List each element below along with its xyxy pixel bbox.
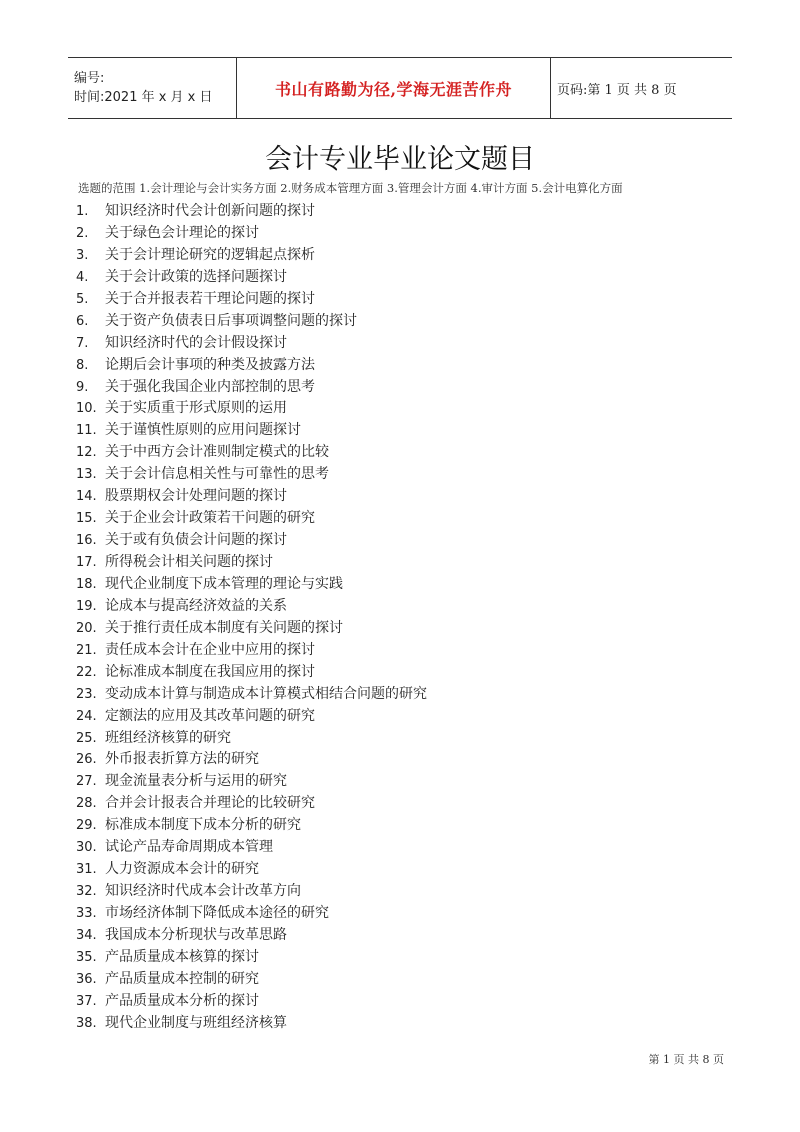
list-item <box>76 464 427 486</box>
list-item-number: 19. <box>76 598 97 614</box>
list-item-number: 30. <box>76 840 97 856</box>
page-title: 会计专业毕业论文题目 <box>265 144 535 175</box>
list-item <box>76 486 427 508</box>
list-item-text: 关于会计信息相关性与可靠性的思考 <box>105 466 329 483</box>
list-item <box>76 706 427 728</box>
list-item-number: 34. <box>76 927 97 943</box>
list-item-number: 37. <box>76 993 97 1009</box>
list-item-text: 关于合并报表若干理论问题的探讨 <box>105 290 315 307</box>
list-item <box>76 398 427 420</box>
list-item-number: 14. <box>76 489 97 505</box>
list-item-text: 产品质量成本核算的探讨 <box>105 948 259 965</box>
list-item-text: 知识经济时代会计创新问题的探讨 <box>105 203 315 219</box>
document-header <box>68 57 732 119</box>
list-item <box>76 1013 427 1035</box>
list-item-text: 责任成本会计在企业中应用的探讨 <box>105 641 315 658</box>
number-label: 编号: <box>74 71 105 86</box>
list-item-number: 24. <box>76 708 97 724</box>
list-item-text: 论期后会计事项的种类及披露方法 <box>105 356 315 373</box>
list-item-text: 关于实质重于形式原则的运用 <box>105 400 287 417</box>
list-item-text: 论标准成本制度在我国应用的探讨 <box>105 663 315 680</box>
list-item-text: 现代企业制度下成本管理的理论与实践 <box>105 575 343 592</box>
list-item <box>76 420 427 442</box>
page-footer: 第 1 页 共 8 页 <box>648 1053 724 1066</box>
list-item-number: 8. <box>76 357 89 373</box>
list-item-text: 关于企业会计政策若干问题的研究 <box>105 510 315 527</box>
list-item <box>76 289 427 311</box>
list-item <box>76 333 427 355</box>
list-item-text: 我国成本分析现状与改革思路 <box>105 926 287 943</box>
list-item <box>76 684 427 706</box>
header-meta <box>68 58 236 118</box>
list-item-number: 12. <box>76 445 97 461</box>
list-item-number: 11. <box>76 423 97 439</box>
list-item <box>76 793 427 815</box>
list-item-number: 21. <box>76 642 97 658</box>
list-item <box>76 728 427 750</box>
list-item <box>76 925 427 947</box>
list-item-text: 人力资源成本会计的研究 <box>105 861 259 878</box>
list-item-text: 关于绿色会计理论的探讨 <box>105 224 259 241</box>
list-item <box>76 552 427 574</box>
list-item <box>76 903 427 925</box>
list-item-number: 26. <box>76 752 97 768</box>
list-item-text: 产品质量成本控制的研究 <box>105 970 259 987</box>
list-item-text: 合并会计报表合并理论的比较研究 <box>105 795 315 812</box>
list-item <box>76 618 427 640</box>
list-item <box>76 969 427 991</box>
list-item-text: 所得税会计相关问题的探讨 <box>105 554 273 570</box>
list-item <box>76 442 427 464</box>
list-item-number: 13. <box>76 467 97 483</box>
list-item-text: 市场经济体制下降低成本途径的研究 <box>105 905 329 921</box>
list-item <box>76 508 427 530</box>
list-item-text: 关于资产负债表日后事项调整问题的探讨 <box>105 312 357 329</box>
list-item-number: 16. <box>76 533 97 549</box>
list-item-number: 6. <box>76 313 89 329</box>
list-item-text: 股票期权会计处理问题的探讨 <box>105 488 287 505</box>
page-info: 页码:第 1 页 共 8 页 <box>557 82 677 98</box>
list-item-number: 5. <box>76 291 89 307</box>
list-item <box>76 640 427 662</box>
list-item-text: 外币报表折算方法的研究 <box>105 751 259 768</box>
list-item-number: 33. <box>76 906 97 921</box>
list-item-number: 9. <box>76 379 89 395</box>
topic-scope: 选题的范围 1.会计理论与会计实务方面 2.财务成本管理方面 3.管理会计方面 4.审计方面 5.会计电算化方面 <box>78 181 623 195</box>
list-item-text: 关于中西方会计准则制定模式的比较 <box>105 444 329 461</box>
list-item <box>76 815 427 837</box>
list-item-text: 关于强化我国企业内部控制的思考 <box>105 378 315 395</box>
list-item-number: 29. <box>76 818 97 834</box>
list-item <box>76 662 427 684</box>
list-item-number: 15. <box>76 511 97 527</box>
list-item <box>76 859 427 881</box>
list-item <box>76 355 427 377</box>
list-item-number: 31. <box>76 862 97 878</box>
list-item <box>76 947 427 969</box>
list-item <box>76 245 427 267</box>
list-item-number: 28. <box>76 796 97 812</box>
list-item-number: 23. <box>76 686 97 702</box>
list-item-number: 3. <box>76 247 89 263</box>
list-item-text: 知识经济时代成本会计改革方向 <box>105 883 301 900</box>
list-item-number: 2. <box>76 225 89 241</box>
list-item-text: 现金流量表分析与运用的研究 <box>105 773 287 790</box>
list-item <box>76 881 427 903</box>
list-item-number: 18. <box>76 576 97 592</box>
list-item-number: 27. <box>76 774 97 790</box>
list-item-text: 试论产品寿命周期成本管理 <box>105 839 273 856</box>
list-item-text: 关于会计理论研究的逻辑起点探析 <box>105 246 315 263</box>
list-item-number: 17. <box>76 555 97 570</box>
list-item-text: 定额法的应用及其改革问题的研究 <box>105 707 315 724</box>
list-item-number: 7. <box>76 335 89 351</box>
list-item-text: 关于推行责任成本制度有关问题的探讨 <box>105 619 343 636</box>
list-item-text: 产品质量成本分析的探讨 <box>105 992 259 1009</box>
motto-text: 书山有路勤为径,学海无涯苦作舟 <box>274 79 513 99</box>
list-item-text: 现代企业制度与班组经济核算 <box>105 1014 287 1031</box>
list-item <box>76 223 427 245</box>
list-item-text: 关于或有负债会计问题的探讨 <box>105 532 287 549</box>
list-item-text: 关于会计政策的选择问题探讨 <box>105 268 287 285</box>
list-item-text: 标准成本制度下成本分析的研究 <box>105 817 301 834</box>
list-item-text: 变动成本计算与制造成本计算模式相结合问题的研究 <box>105 685 427 702</box>
list-item-text: 关于谨慎性原则的应用问题探讨 <box>105 422 301 439</box>
list-item <box>76 530 427 552</box>
list-item <box>76 377 427 399</box>
list-item <box>76 201 427 223</box>
topic-list <box>76 201 427 1035</box>
list-item <box>76 749 427 771</box>
list-item-number: 22. <box>76 664 97 680</box>
list-item-text: 知识经济时代的会计假设探讨 <box>105 334 287 351</box>
header-motto-cell <box>236 58 551 118</box>
list-item <box>76 574 427 596</box>
list-item-number: 4. <box>76 269 89 285</box>
list-item-number: 1. <box>76 204 89 219</box>
list-item-number: 35. <box>76 949 97 965</box>
list-item-number: 10. <box>76 401 97 417</box>
list-item <box>76 596 427 618</box>
list-item-number: 38. <box>76 1015 97 1031</box>
list-item-number: 20. <box>76 620 97 636</box>
list-item <box>76 771 427 793</box>
header-page-cell <box>551 58 732 118</box>
list-item-text: 论成本与提高经济效益的关系 <box>105 597 287 614</box>
list-item-number: 32. <box>76 884 97 900</box>
list-item-number: 36. <box>76 971 97 987</box>
list-item-text: 班组经济核算的研究 <box>105 729 231 746</box>
list-item <box>76 991 427 1013</box>
list-item <box>76 311 427 333</box>
list-item <box>76 837 427 859</box>
time-label: 时间:2021 年 x 月 x 日 <box>74 90 213 105</box>
list-item-number: 25. <box>76 730 97 746</box>
list-item <box>76 267 427 289</box>
